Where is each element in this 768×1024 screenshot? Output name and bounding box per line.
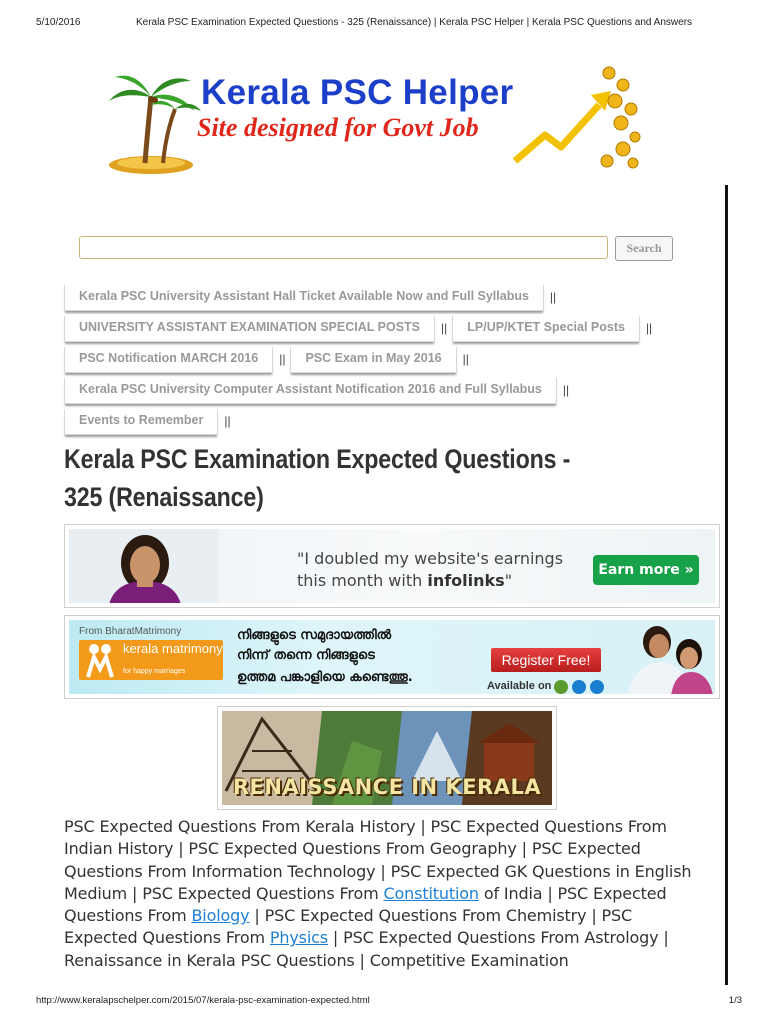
print-date: 5/10/2016 (36, 17, 81, 28)
rising-arrow-coins-icon (511, 65, 641, 173)
nav-row-4 (64, 378, 574, 406)
ad-malayalam-line2: നിന്ന് തന്നെ നിങ്ങളുടെ (237, 648, 375, 663)
article-tags-paragraph: PSC Expected Questions From Kerala History | PSC Expected Questions From Indian History | PSC Expected Questions From Geography | PSC Expected Questions From Information Technology | PSC Expected GK Questions in English Medium | PSC Expected Questions From Constitution of India | PSC Expected Questions From Biology | PSC Expected Questions From Chemistry | PSC Expected Questions From Physics | PSC Expected Questions From Astrology | Renaissance in Kerala PSC Questions | Competitive Examination (64, 817, 692, 970)
page-divider (725, 185, 728, 985)
nav-separator: || (224, 414, 231, 428)
nav-separator: || (462, 352, 469, 366)
available-on-label: Available on (487, 680, 552, 692)
print-footer (36, 995, 748, 1009)
couple-photo (607, 620, 715, 694)
renaissance-banner (217, 706, 557, 810)
ad-malayalam-line3: ഉത്തമ പങ്കാളിയെ കണ്ടെത്തൂ. (237, 670, 413, 685)
kerala-matrimony-ad[interactable] (64, 615, 720, 699)
banner-caption: RENAISSANCE IN KERALA (232, 775, 542, 799)
search-input[interactable] (79, 236, 608, 259)
nav-separator: || (549, 290, 557, 304)
nav-row-2 (64, 316, 657, 344)
ad-quote-line2: this month with infolinks" (297, 571, 513, 590)
print-url: http://www.keralapschelper.com/2015/07/kerala-psc-examination-expected.html (36, 995, 370, 1006)
search-button[interactable]: Search (615, 236, 673, 261)
nav-separator: || (441, 321, 448, 335)
kerala-matrimony-logo (79, 640, 223, 680)
app-store-icons (553, 679, 609, 694)
site-logo[interactable] (105, 65, 645, 177)
woman-photo (69, 529, 219, 603)
nav-separator: || (562, 383, 570, 397)
ad-from-label: From BharatMatrimony (79, 626, 182, 637)
nav-tab-events[interactable]: Events to Remember (64, 409, 218, 435)
logo-name: Kerala PSC Helper (201, 73, 514, 112)
nav-row-5 (64, 409, 236, 437)
register-free-button[interactable]: Register Free! (491, 648, 601, 672)
post-title: Kerala PSC Examination Expected Questions - 325 (Renaissance) (64, 444, 571, 512)
logo-tagline: Site designed for Govt Job (197, 113, 479, 142)
nav-tab-hall-ticket[interactable]: Kerala PSC University Assistant Hall Ticket Available Now and Full Syllabus (64, 285, 544, 311)
link-constitution[interactable]: Constitution (383, 883, 479, 903)
infolinks-brand: infolinks (427, 571, 505, 590)
ad-quote-line1: "I doubled my website's earnings (297, 549, 564, 568)
renaissance-banner-photo (222, 711, 552, 805)
kerala-matrimony-tag: for happy marriages (123, 668, 186, 675)
earn-more-button[interactable]: Earn more » (593, 555, 699, 585)
nav-tab-notification-march[interactable]: PSC Notification MARCH 2016 (64, 347, 273, 373)
kerala-matrimony-name: kerala matrimony (123, 641, 223, 656)
print-page-title: Kerala PSC Examination Expected Questions - 325 (Renaissance) | Kerala PSC Helper | Kerala PSC Questions and Answers (136, 17, 693, 28)
print-page-number: 1/3 (728, 995, 742, 1006)
palm-tree-icon (105, 67, 201, 175)
nav-tab-special-posts[interactable]: UNIVERSITY ASSISTANT EXAMINATION SPECIAL POSTS (64, 316, 435, 342)
print-header (36, 17, 748, 31)
link-biology[interactable]: Biology (191, 906, 250, 926)
nav-tab-computer-assistant[interactable]: Kerala PSC University Computer Assistant Notification 2016 and Full Syllabus (64, 378, 557, 404)
infolinks-ad[interactable] (64, 524, 720, 608)
nav-separator: || (279, 352, 286, 366)
nav-row-3 (64, 347, 474, 375)
ad-malayalam-line1: നിങ്ങളുടെ സമുദായത്തിൽ (237, 628, 392, 643)
couple-logo-icon (82, 641, 118, 679)
nav-row-1 (64, 285, 561, 313)
nav-separator: || (645, 321, 653, 335)
nav-tab-lp-up-ktet[interactable]: LP/UP/KTET Special Posts (452, 316, 640, 342)
link-physics[interactable]: Physics (269, 928, 328, 948)
nav-tab-exam-may[interactable]: PSC Exam in May 2016 (290, 347, 456, 373)
